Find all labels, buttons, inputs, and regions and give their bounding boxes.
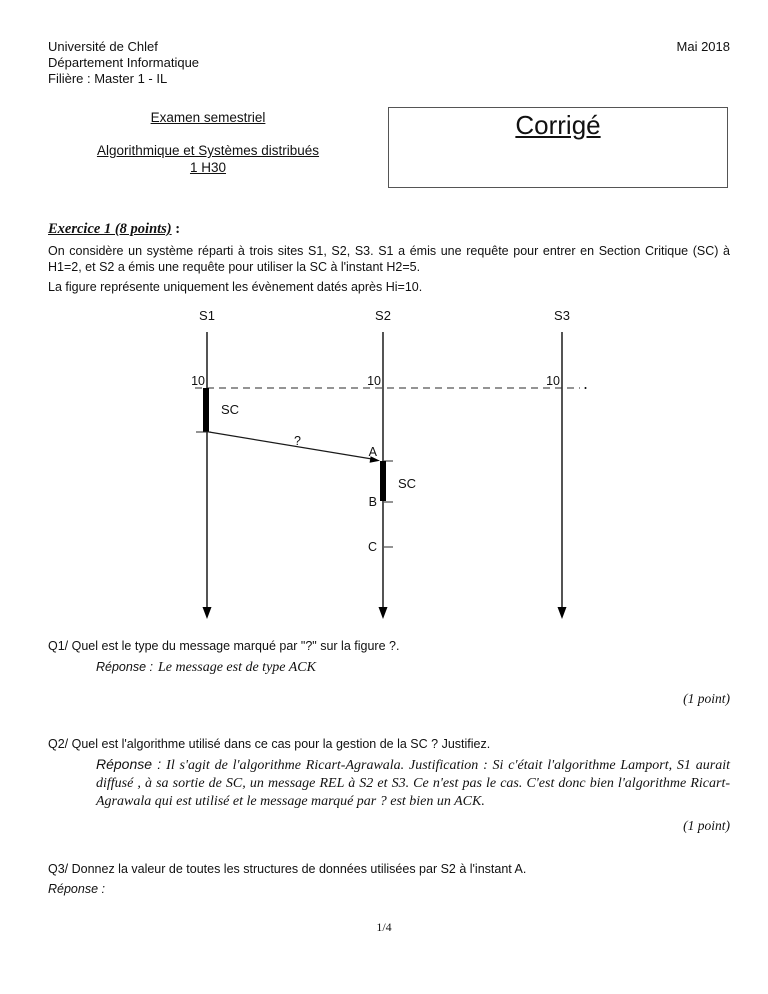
critical-section-bar-s2 [380,461,386,501]
answer-1-text: Le message est de type ACK [157,660,316,675]
answer-3 [48,882,110,896]
answer-key-box [388,107,728,188]
timeline-s1-arrowhead-icon [203,607,212,619]
course-text: Algorithmique et Systèmes distribués [96,143,320,158]
message-label: ? [294,434,301,448]
site-label-s3: S3 [554,308,570,323]
points-1: (1 point) [683,691,730,706]
department-name: Département Informatique [48,55,200,70]
answer-1-prefix: Réponse : [96,660,153,674]
critical-section-bar-s1 [203,388,209,432]
timeline-s3-arrowhead-icon [558,607,567,619]
exercise-intro-paragraph: On considère un système réparti à trois sites S1, S2, S3. S1 a émis une requête pour entrer en Section Critique (SC) à H1=2, et S2 a émis une requête pour utiliser la SC à l'instant H2=5. [48,244,730,274]
event-marker-a: A [368,445,377,459]
duration-text: 1 H30 [189,160,227,175]
space-time-diagram [0,298,768,630]
answer-2-prefix: Réponse : [96,756,162,772]
exercise-heading [48,221,180,238]
exercise-heading-colon: : [171,221,181,237]
clock-value-s2: 10 [367,374,381,388]
points-2: (1 point) [683,818,730,833]
answer-1 [96,660,316,676]
answer-2-text: Il s'agit de l'algorithme Ricart-Agrawala. Justification : Si c'était l'algorithme Lamport, S1 aurait diffusé , à sa sortie de SC, un message REL à S2 et S3. Ce n'est pas le cas. C'est donc bien l'algorithme Ricart-Agrawala qui est utilisé et le message marqué par ? est bien un ACK. [96,758,730,809]
program-name: Filière : Master 1 - IL [48,71,168,86]
answer-2 [96,756,730,810]
event-marker-c: C [367,540,377,554]
question-1: Q1/ Quel est le type du message marqué par "?" sur la figure ?. [48,639,400,653]
course-title [0,142,416,160]
critical-section-label-s2: SC [398,476,417,491]
page-number: 1/4 [376,920,392,934]
event-marker-b: B [368,495,377,509]
question-2: Q2/ Quel est l'algorithme utilisé dans ce cas pour la gestion de la SC ? Justifiez. [48,737,491,751]
exam-duration [0,159,416,177]
clock-cut-line-end-dot [585,387,587,389]
exercise-heading-text: Exercice 1 (8 points) [48,221,172,237]
site-label-s1: S1 [199,308,215,323]
timeline-s2-arrowhead-icon [379,607,388,619]
answer-3-prefix: Réponse : [48,882,105,896]
exam-type-text: Examen semestriel [150,110,266,125]
clock-value-s1: 10 [191,374,205,388]
exam-type-title [0,109,416,127]
clock-value-s3: 10 [546,374,560,388]
figure-caption: La figure représente uniquement les évènement datés après Hi=10. [48,280,423,294]
site-label-s2: S2 [375,308,391,323]
question-3: Q3/ Donnez la valeur de toutes les structures de données utilisées par S2 à l'instant A. [48,862,527,876]
exam-date: Mai 2018 [676,39,730,54]
university-name: Université de Chlef [48,39,158,54]
answer-key-label: Corrigé [515,110,601,140]
critical-section-label-s1: SC [221,402,240,417]
message-arrow [209,432,375,460]
